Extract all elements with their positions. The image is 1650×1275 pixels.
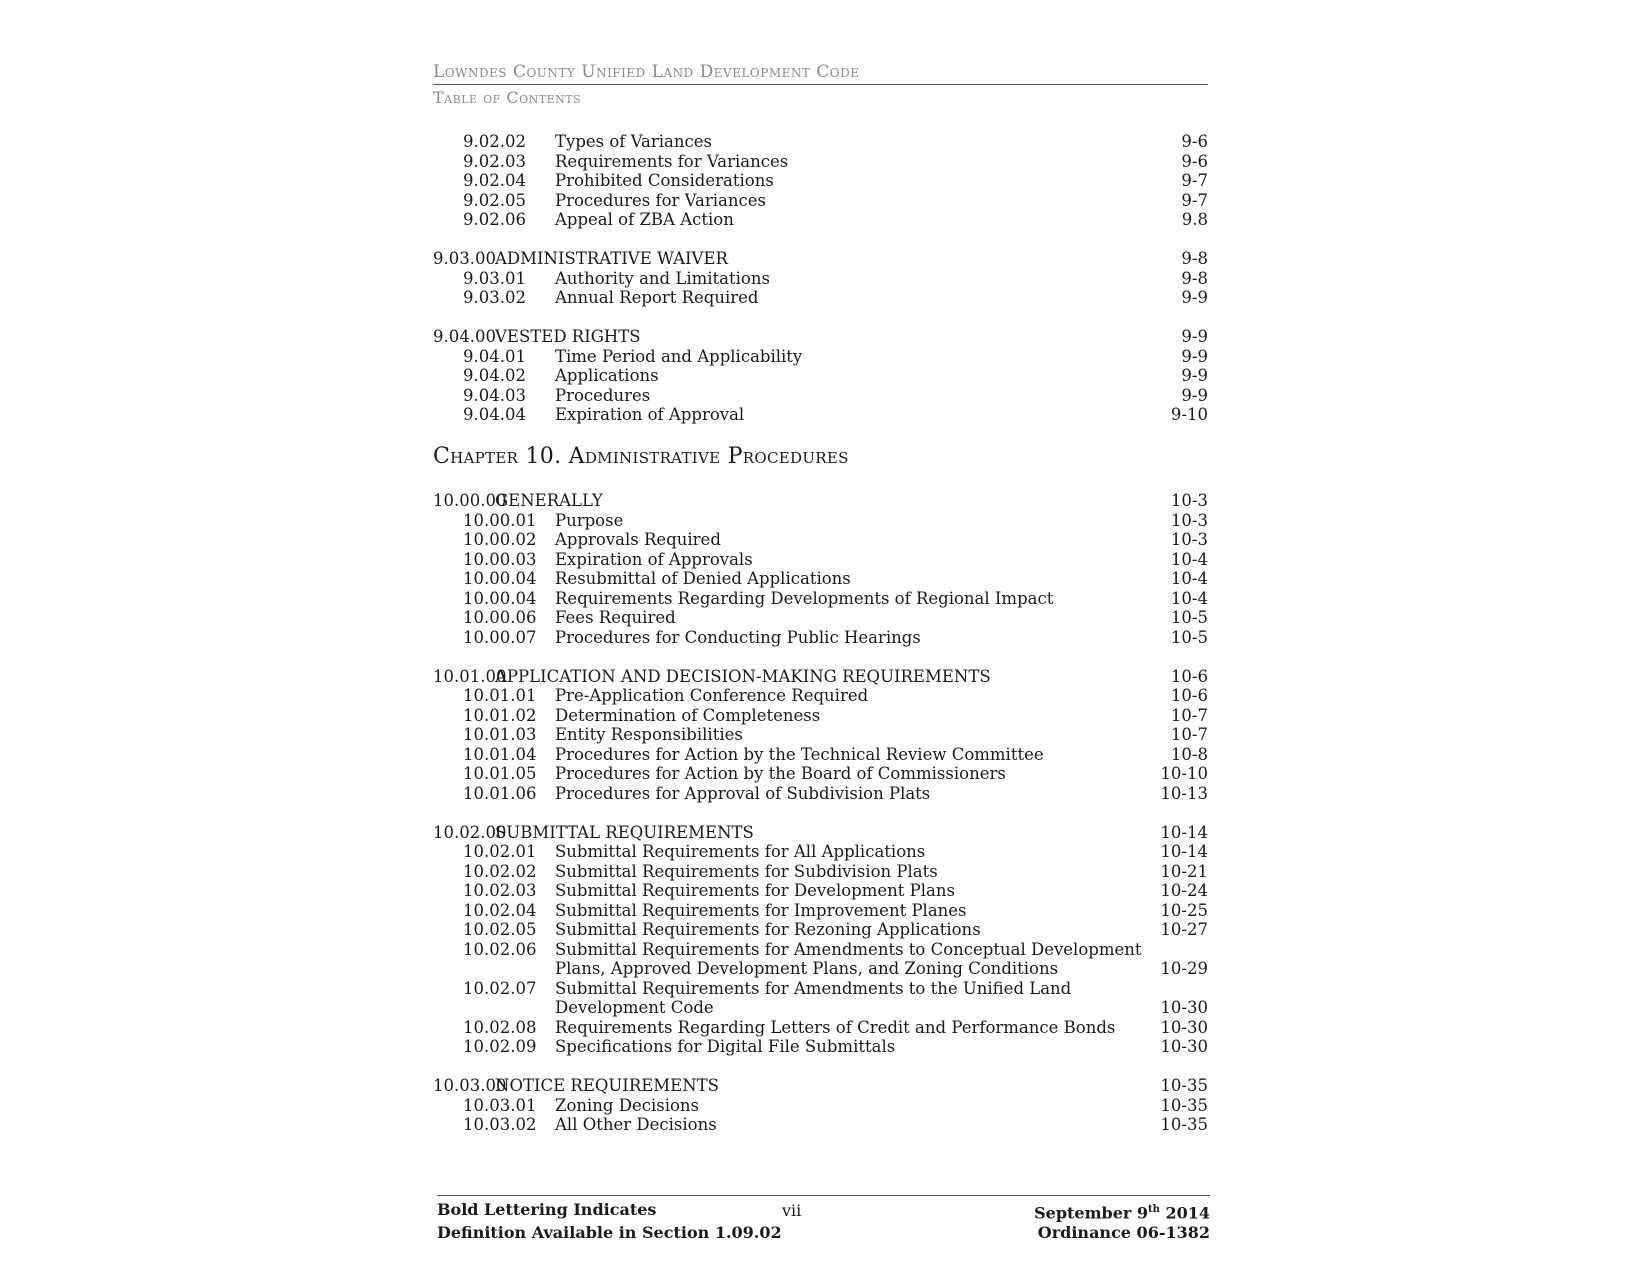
toc-page: 10-6	[1170, 686, 1208, 705]
toc-title: Entity Responsibilities	[555, 725, 743, 744]
toc-section-heading	[433, 249, 1208, 269]
toc-num: 10.01.01	[463, 686, 537, 705]
toc-page: 9.8	[1181, 210, 1208, 229]
toc-page: 10-10	[1160, 764, 1208, 783]
toc-num: 10.02.08	[463, 1017, 537, 1037]
toc-page: 10-8	[1170, 744, 1208, 764]
toc-num: 10.02.09	[463, 1037, 537, 1056]
footer-date-prefix: September 9	[1034, 1203, 1148, 1223]
toc-entry	[433, 210, 1208, 230]
toc-entry	[433, 550, 1208, 570]
toc-num: 9.02.02	[463, 132, 526, 151]
toc-section-heading	[433, 1076, 1208, 1096]
toc-num: 9.04.03	[463, 385, 526, 405]
toc-entry	[433, 132, 1208, 152]
toc-title: Requirements Regarding Developments of Regional Impact	[555, 588, 1054, 608]
toc-page: 10-29	[1160, 959, 1208, 978]
toc-num: 9.03.01	[463, 268, 526, 288]
document-subtitle: Table of Contents	[433, 88, 582, 107]
toc-num: 10.02.01	[463, 842, 537, 861]
toc-section	[433, 823, 1208, 1057]
page-number: vii	[782, 1201, 802, 1220]
toc-num: 9.04.02	[463, 366, 526, 385]
toc-entry	[433, 288, 1208, 308]
footer-date-suffix: 2014	[1159, 1203, 1210, 1223]
toc-num: 10.02.03	[463, 881, 537, 900]
toc-num: 10.01.00	[433, 666, 507, 686]
toc-entry	[433, 1037, 1208, 1057]
toc-num: 9.04.04	[463, 405, 526, 424]
toc-entry	[433, 784, 1208, 804]
toc-entry	[433, 862, 1208, 882]
toc-section-heading	[433, 491, 1208, 511]
toc-entry	[433, 405, 1208, 425]
toc-num: 9.02.03	[463, 151, 526, 171]
toc-num: 9.04.00	[433, 327, 496, 346]
toc-entry	[433, 706, 1208, 726]
toc-num: 10.00.07	[463, 627, 537, 647]
toc-page: 9-7	[1181, 171, 1208, 190]
toc-entry	[433, 366, 1208, 386]
toc-entry	[433, 764, 1208, 784]
toc-page: 10-3	[1170, 491, 1208, 510]
toc-entry	[433, 608, 1208, 628]
toc-title: Submittal Requirements for Subdivision Plats	[555, 861, 938, 881]
toc-title: Fees Required	[555, 608, 676, 627]
toc-num: 10.00.02	[463, 530, 537, 549]
toc-page: 10-3	[1170, 530, 1208, 549]
toc-title: Determination of Completeness	[555, 705, 821, 725]
toc-section	[433, 1076, 1208, 1135]
document-title: Lowndes County Unified Land Development Code	[433, 62, 1208, 85]
toc-page: 10-6	[1170, 666, 1208, 686]
toc-entry	[433, 940, 1208, 979]
toc-title: ADMINISTRATIVE WAIVER	[495, 249, 728, 268]
toc-page: 9-9	[1181, 385, 1208, 405]
toc-title: Procedures for Variances	[555, 190, 766, 210]
toc-title: Submittal Requirements for Amendments to the Unified Land Development Code	[555, 978, 1072, 1017]
toc-title: Requirements Regarding Letters of Credit and Performance Bonds	[555, 1017, 1116, 1037]
toc-page: 9-9	[1181, 327, 1208, 346]
toc-title: GENERALLY	[495, 491, 603, 510]
toc-num: 10.03.02	[463, 1115, 537, 1134]
toc-page: 10-7	[1170, 705, 1208, 725]
toc-entry	[433, 979, 1208, 1018]
toc-page: 10-25	[1160, 900, 1208, 920]
toc-num: 9.02.04	[463, 171, 526, 190]
toc-page: 10-5	[1170, 627, 1208, 647]
toc-page: 10-35	[1160, 1076, 1208, 1095]
chapter-heading: Chapter 10. Administrative Procedures	[433, 444, 849, 469]
footer-note-line1: Bold Lettering Indicates	[437, 1200, 657, 1219]
toc-entry	[433, 1115, 1208, 1135]
toc-num: 9.03.02	[463, 288, 526, 307]
toc-title: Resubmittal of Denied Applications	[555, 569, 851, 588]
toc-entry	[433, 569, 1208, 589]
toc-num: 10.02.04	[463, 900, 537, 920]
toc-entry	[433, 386, 1208, 406]
toc-num: 10.00.04	[463, 569, 537, 588]
toc-title: Procedures	[555, 385, 651, 405]
toc-entry	[433, 191, 1208, 211]
toc-page: 10-4	[1170, 588, 1208, 608]
toc-title: Authority and Limitations	[555, 268, 770, 288]
footer-ordinance: Ordinance 06-1382	[1037, 1223, 1210, 1243]
toc-page: 10-30	[1160, 1037, 1208, 1056]
toc-entry	[433, 842, 1208, 862]
toc-page: 9-8	[1181, 249, 1208, 268]
toc-page: 10-35	[1160, 1115, 1208, 1134]
toc-num: 10.00.06	[463, 608, 537, 627]
toc-num: 9.03.00	[433, 249, 496, 268]
toc-page: 9-9	[1181, 346, 1208, 366]
toc-page: 10-13	[1160, 783, 1208, 803]
toc-num: 9.02.05	[463, 190, 526, 210]
toc-page: 9-8	[1181, 268, 1208, 288]
toc-page: 10-30	[1160, 998, 1208, 1017]
toc-num: 10.03.01	[463, 1095, 537, 1115]
toc-entry	[433, 745, 1208, 765]
toc-title: All Other Decisions	[555, 1115, 717, 1134]
toc-title: Applications	[555, 366, 659, 385]
toc-section	[433, 491, 1208, 647]
toc-section	[433, 132, 1208, 230]
chapter-10-sections	[433, 491, 1208, 1135]
table-of-contents	[433, 132, 1208, 1154]
toc-num: 10.00.04	[463, 588, 537, 608]
toc-section-heading	[433, 667, 1208, 687]
toc-page: 10-14	[1160, 842, 1208, 861]
toc-entry	[433, 920, 1208, 940]
toc-section	[433, 327, 1208, 425]
toc-title: Time Period and Applicability	[555, 346, 803, 366]
toc-num: 10.02.02	[463, 861, 537, 881]
toc-title: NOTICE REQUIREMENTS	[495, 1076, 719, 1095]
toc-num: 10.02.05	[463, 920, 537, 939]
toc-entry	[433, 152, 1208, 172]
toc-num: 10.03.00	[433, 1076, 507, 1095]
toc-entry	[433, 171, 1208, 191]
toc-title: Expiration of Approvals	[555, 549, 753, 569]
toc-title: Procedures for Action by the Technical Review Committee	[555, 744, 1044, 764]
toc-page: 10-21	[1160, 861, 1208, 881]
toc-num: 10.01.04	[463, 744, 537, 764]
toc-page: 10-4	[1170, 549, 1208, 569]
toc-title: Prohibited Considerations	[555, 171, 774, 190]
toc-page: 10-5	[1170, 608, 1208, 627]
toc-entry	[433, 269, 1208, 289]
toc-num: 10.01.05	[463, 764, 537, 783]
toc-title: Annual Report Required	[555, 288, 759, 307]
footer-date	[1034, 1200, 1210, 1223]
toc-section-heading	[433, 823, 1208, 843]
toc-page: 10-7	[1170, 725, 1208, 744]
toc-num: 10.02.07	[463, 978, 537, 998]
toc-num: 10.02.06	[463, 939, 537, 959]
toc-entry	[433, 589, 1208, 609]
toc-section	[433, 249, 1208, 308]
toc-title: Requirements for Variances	[555, 151, 789, 171]
toc-num: 10.01.03	[463, 725, 537, 744]
toc-page: 10-27	[1160, 920, 1208, 939]
toc-num: 10.01.06	[463, 783, 537, 803]
toc-num: 10.01.02	[463, 705, 537, 725]
toc-entry	[433, 628, 1208, 648]
toc-entry	[433, 725, 1208, 745]
toc-title: Procedures for Action by the Board of Commissioners	[555, 764, 1006, 783]
page-footer	[437, 1195, 1210, 1243]
toc-title: Zoning Decisions	[555, 1095, 700, 1115]
toc-num: 10.00.03	[463, 549, 537, 569]
toc-title: Purpose	[555, 510, 624, 530]
toc-num: 9.02.06	[463, 210, 526, 229]
toc-page: 9-10	[1170, 405, 1208, 424]
toc-title: Appeal of ZBA Action	[555, 210, 734, 229]
toc-page: 10-3	[1170, 510, 1208, 530]
toc-title: VESTED RIGHTS	[495, 327, 641, 346]
toc-title: Pre-Application Conference Required	[555, 686, 869, 705]
toc-title: Submittal Requirements for Amendments to Conceptual Development Plans, Approved Development Plans, and Zoning Conditions	[555, 939, 1142, 978]
toc-title: Specifications for Digital File Submittals	[555, 1037, 896, 1056]
toc-title: Expiration of Approval	[555, 405, 745, 424]
toc-entry	[433, 1096, 1208, 1116]
toc-section	[433, 667, 1208, 804]
toc-page: 10-35	[1160, 1095, 1208, 1115]
toc-num: 10.02.00	[433, 822, 507, 842]
toc-title: Submittal Requirements for All Applications	[555, 842, 926, 861]
toc-entry	[433, 347, 1208, 367]
footer-note-line2: Definition Available in Section 1.09.02	[437, 1223, 782, 1243]
toc-title: Submittal Requirements for Development Plans	[555, 881, 955, 900]
toc-page: 9-9	[1181, 288, 1208, 307]
toc-entry	[433, 686, 1208, 706]
toc-page: 9-7	[1181, 190, 1208, 210]
toc-entry	[433, 1018, 1208, 1038]
toc-entry	[433, 530, 1208, 550]
toc-page: 10-30	[1160, 1017, 1208, 1037]
toc-section-heading	[433, 327, 1208, 347]
footer-date-sup: th	[1148, 1204, 1160, 1215]
toc-num: 10.00.00	[433, 491, 507, 510]
chapter-9-sections	[433, 132, 1208, 425]
toc-entry	[433, 901, 1208, 921]
toc-title: Submittal Requirements for Rezoning Applications	[555, 920, 981, 939]
toc-title: Approvals Required	[555, 530, 721, 549]
toc-title: Types of Variances	[555, 132, 712, 151]
toc-page: 9-9	[1181, 366, 1208, 385]
toc-page: 10-24	[1160, 881, 1208, 900]
toc-entry	[433, 881, 1208, 901]
page-header	[433, 62, 1208, 107]
toc-page: 10-14	[1160, 822, 1208, 842]
toc-page: 9-6	[1181, 151, 1208, 171]
toc-num: 9.04.01	[463, 346, 526, 366]
toc-title: Procedures for Approval of Subdivision Plats	[555, 783, 931, 803]
toc-title: Procedures for Conducting Public Hearings	[555, 627, 921, 647]
toc-entry	[433, 511, 1208, 531]
toc-page: 9-6	[1181, 132, 1208, 151]
toc-num: 10.00.01	[463, 510, 537, 530]
toc-title: SUBMITTAL REQUIREMENTS	[495, 822, 754, 842]
toc-page: 10-4	[1170, 569, 1208, 588]
toc-title: APPLICATION AND DECISION-MAKING REQUIREMENTS	[495, 666, 991, 686]
toc-title: Submittal Requirements for Improvement Planes	[555, 900, 967, 920]
